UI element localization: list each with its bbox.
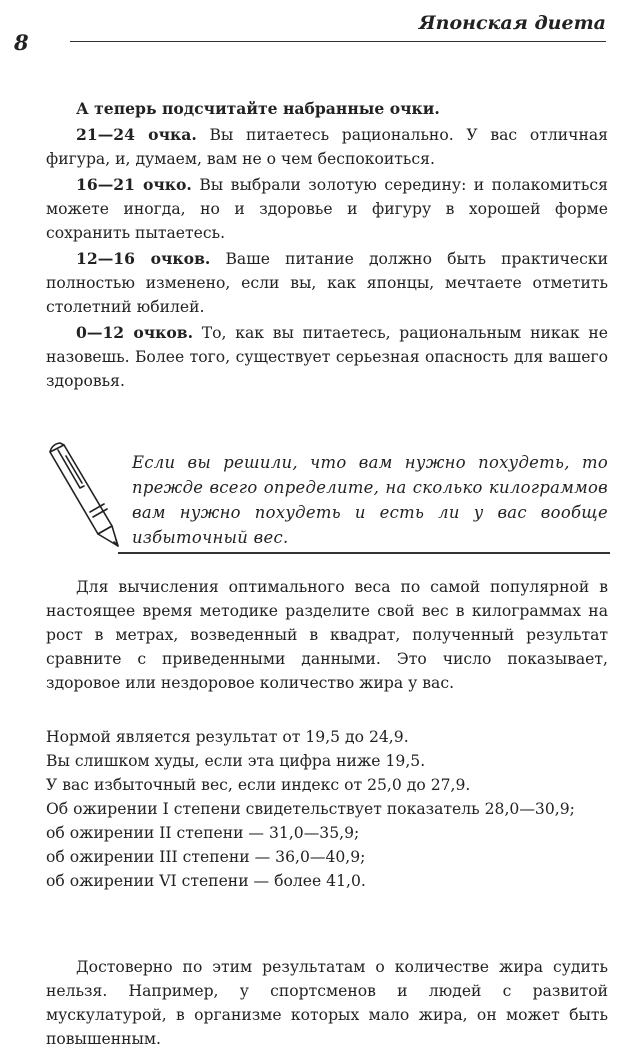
pen-icon [46, 442, 138, 554]
bmi-list [46, 725, 608, 893]
score-item [46, 173, 608, 245]
note-rule [118, 552, 610, 554]
bmi-list-item: Об ожирении I степени свидетельствует показатель 28,0—30,9; [46, 800, 575, 818]
score-range: 21—24 очка. [76, 125, 197, 144]
score-item [46, 123, 608, 171]
score-item [46, 321, 608, 393]
score-range: 12—16 очков. [76, 249, 211, 268]
running-title: Японская диета [418, 12, 606, 34]
scoring-intro: А теперь подсчитайте набранные очки. [76, 99, 440, 118]
page-header [14, 8, 606, 55]
score-text: То, как вы питаетесь, рациональным никак не назовешь. Более того, существует серьезная опасность для вашего здоровья. [46, 324, 608, 390]
bmi-list-item: Нормой является результат от 19,5 до 24,9. [46, 728, 409, 746]
bmi-list-item: об ожирении III степени — 36,0—40,9; [46, 848, 366, 866]
score-range: 16—21 очко. [76, 175, 192, 194]
bmi-list-item: Вы слишком худы, если эта цифра ниже 19,5. [46, 752, 426, 770]
scoring-section [46, 97, 608, 395]
score-text: Вы питаетесь рационально. У вас отличная фигура, и, думаем, вам не о чем беспокоиться. [46, 126, 608, 168]
score-item [46, 247, 608, 319]
score-text: Вы выбрали золотую середину: и полакомиться можете иногда, но и здоровье и фигуру в хорошей форме сохранить пытаетесь. [46, 176, 608, 242]
bmi-list-item: об ожирении II степени — 31,0—35,9; [46, 824, 360, 842]
header-rule [70, 41, 606, 42]
bmi-section [46, 575, 608, 695]
score-range: 0—12 очков. [76, 323, 194, 342]
note-text: Если вы решили, что вам нужно похудеть, то прежде всего определите, на сколько килограммов вам нужно похудеть и есть ли у вас вообще избыточный вес. [132, 453, 608, 547]
closing-paragraph: Достоверно по этим результатам о количестве жира судить нельзя. Например, у спортсменов и людей с развитой мускулатурой, в организме которых мало жира, он может быть повышенным. [46, 958, 608, 1048]
bmi-list-item: об ожирении VI степени — более 41,0. [46, 872, 366, 890]
bmi-list-item: У вас избыточный вес, если индекс от 25,0 до 27,9. [46, 776, 471, 794]
note-box [10, 442, 610, 556]
closing-section [46, 955, 608, 1051]
page-number: 8 [14, 30, 29, 55]
score-text: Ваше питание должно быть практически полностью изменено, если вы, как японцы, мечтаете отметить столетний юбилей. [46, 250, 608, 316]
bmi-paragraph: Для вычисления оптимального веса по самой популярной в настоящее время методике разделите свой вес в килограммах на рост в метрах, возведенный в квадрат, полученный результат сравните с приведенными данными. Это число показывает, здоровое или нездоровое количество жира у вас. [46, 578, 608, 692]
